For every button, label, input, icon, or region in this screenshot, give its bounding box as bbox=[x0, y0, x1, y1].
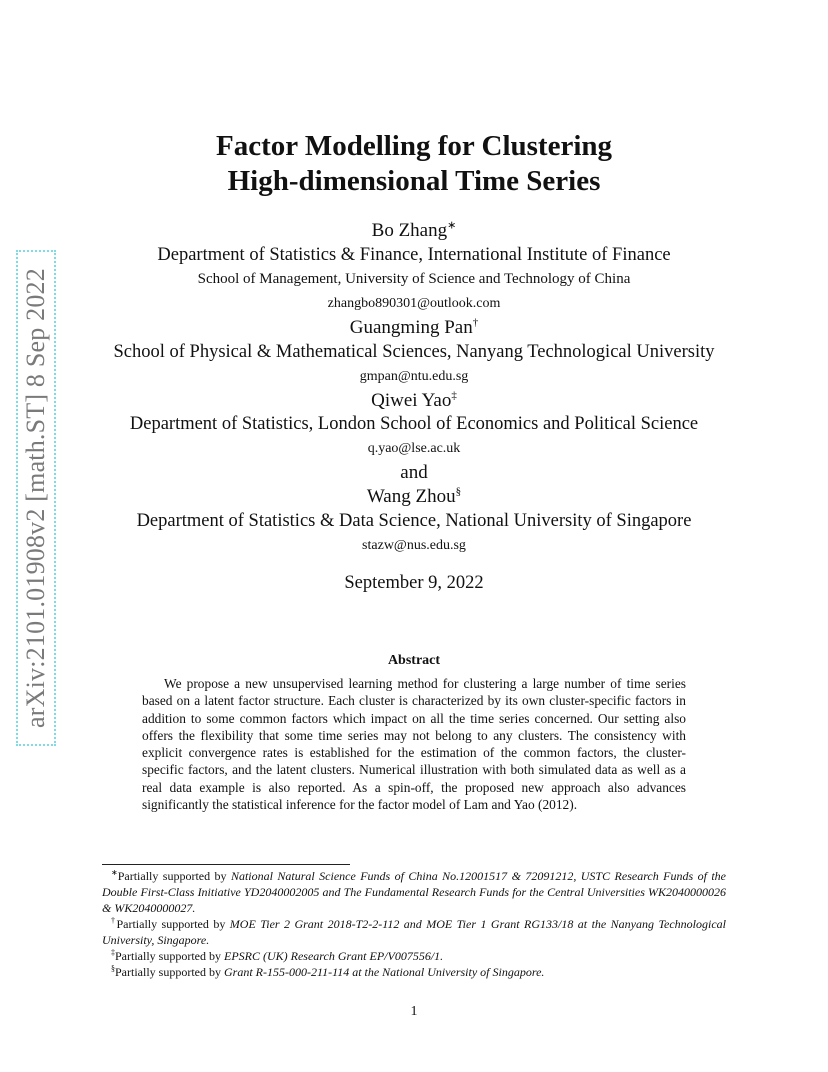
abstract-heading: Abstract bbox=[387, 653, 441, 668]
author-2-affiliation: School of Physical & Mathematical Sciences, Nanyang Technological University bbox=[113, 342, 715, 362]
author-3-affiliation: Department of Statistics, London School of Economics and Political Science bbox=[129, 414, 699, 434]
author-footnote-mark: ‡ bbox=[451, 389, 457, 402]
footnote-4 bbox=[102, 964, 726, 980]
author-1-affiliation-2: School of Management, University of Science and Technology of China bbox=[197, 271, 631, 287]
footnote-mark: § bbox=[111, 964, 115, 973]
author-footnote-mark: † bbox=[472, 316, 479, 329]
author-4-affiliation: Department of Statistics & Data Science, National University of Singapore bbox=[136, 511, 692, 531]
footnote-text: Grant R-155-000-211-114 at the National University of Singapore. bbox=[223, 965, 545, 979]
footnote-mark: ‡ bbox=[111, 948, 115, 957]
author-3-email[interactable]: q.yao@lse.ac.uk bbox=[367, 441, 461, 456]
author-name: Guangming Pan bbox=[349, 317, 473, 338]
author-footnote-mark: § bbox=[455, 485, 462, 498]
author-name: Wang Zhou bbox=[366, 486, 456, 507]
author-footnote-mark: ∗ bbox=[447, 219, 457, 232]
footnote-text: MOE Tier 2 Grant 2018-T2-2-112 and MOE Tier 1 Grant RG133/18 at the Nanyang Technological University, Singapore. bbox=[102, 917, 727, 947]
footnote-lead: Partially supported by bbox=[116, 917, 230, 931]
paper-title-line-1: Factor Modelling for Clustering bbox=[215, 130, 613, 162]
footnote-lead: Partially supported by bbox=[115, 965, 224, 979]
author-name-1 bbox=[0, 220, 828, 242]
footnote-text: EPSRC (UK) Research Grant EP/V007556/1. bbox=[223, 949, 444, 963]
author-name-4 bbox=[0, 486, 828, 508]
footnotes bbox=[102, 868, 726, 980]
arxiv-identifier[interactable]: arXiv:2101.01908v2 [math.ST] 8 Sep 2022 bbox=[21, 268, 50, 728]
footnote-rule bbox=[102, 864, 350, 865]
author-4-email[interactable]: stazw@nus.edu.sg bbox=[362, 538, 466, 553]
footnote-3 bbox=[102, 948, 726, 964]
author-name: Bo Zhang bbox=[371, 220, 448, 241]
footnote-text: National Natural Science Funds of China No.12001517 & 72091212, USTC Research Funds of the Double First-Class Initiative YD2040002005 and The Fundamental Research Funds for the Central Universities WK2040000026 & WK2040000027. bbox=[102, 869, 727, 915]
footnote-mark: † bbox=[111, 916, 117, 925]
author-1-affiliation-1: Department of Statistics & Finance, International Institute of Finance bbox=[157, 245, 671, 265]
footnote-mark: ∗ bbox=[111, 868, 118, 877]
footnote-lead: Partially supported by bbox=[117, 869, 231, 883]
author-name: Qiwei Yao bbox=[371, 390, 452, 411]
footnote-1 bbox=[102, 868, 726, 916]
author-2-email[interactable]: gmpan@ntu.edu.sg bbox=[359, 369, 469, 384]
paper-title-line-2: High-dimensional Time Series bbox=[227, 165, 601, 197]
paper-date: September 9, 2022 bbox=[344, 573, 484, 593]
footnote-2 bbox=[102, 916, 726, 948]
abstract-text: We propose a new unsupervised learning method for clustering a large number of time series based on a latent factor structure. Each cluster is characterized by its own cluster-specific factors in addition to some common factors which impact on all the time series concerned. Our setting also offers the flexibility that some time series may not belong to any clusters. The consistency with explicit convergence rates is established for the estimation of the common factors, the cluster-specific factors, and the latent clusters. Numerical illustration with both simulated data as well as a real data example is also reported. As a spin-off, the proposed new approach also advances significantly the statistical inference for the factor model of Lam and Yao (2012). bbox=[142, 676, 686, 813]
and-separator: and bbox=[400, 462, 428, 483]
footnote-lead: Partially supported by bbox=[115, 949, 224, 963]
page-number: 1 bbox=[410, 1004, 418, 1019]
author-name-3 bbox=[0, 390, 828, 412]
author-1-email[interactable]: zhangbo890301@outlook.com bbox=[327, 296, 501, 311]
author-name-2 bbox=[0, 317, 828, 339]
